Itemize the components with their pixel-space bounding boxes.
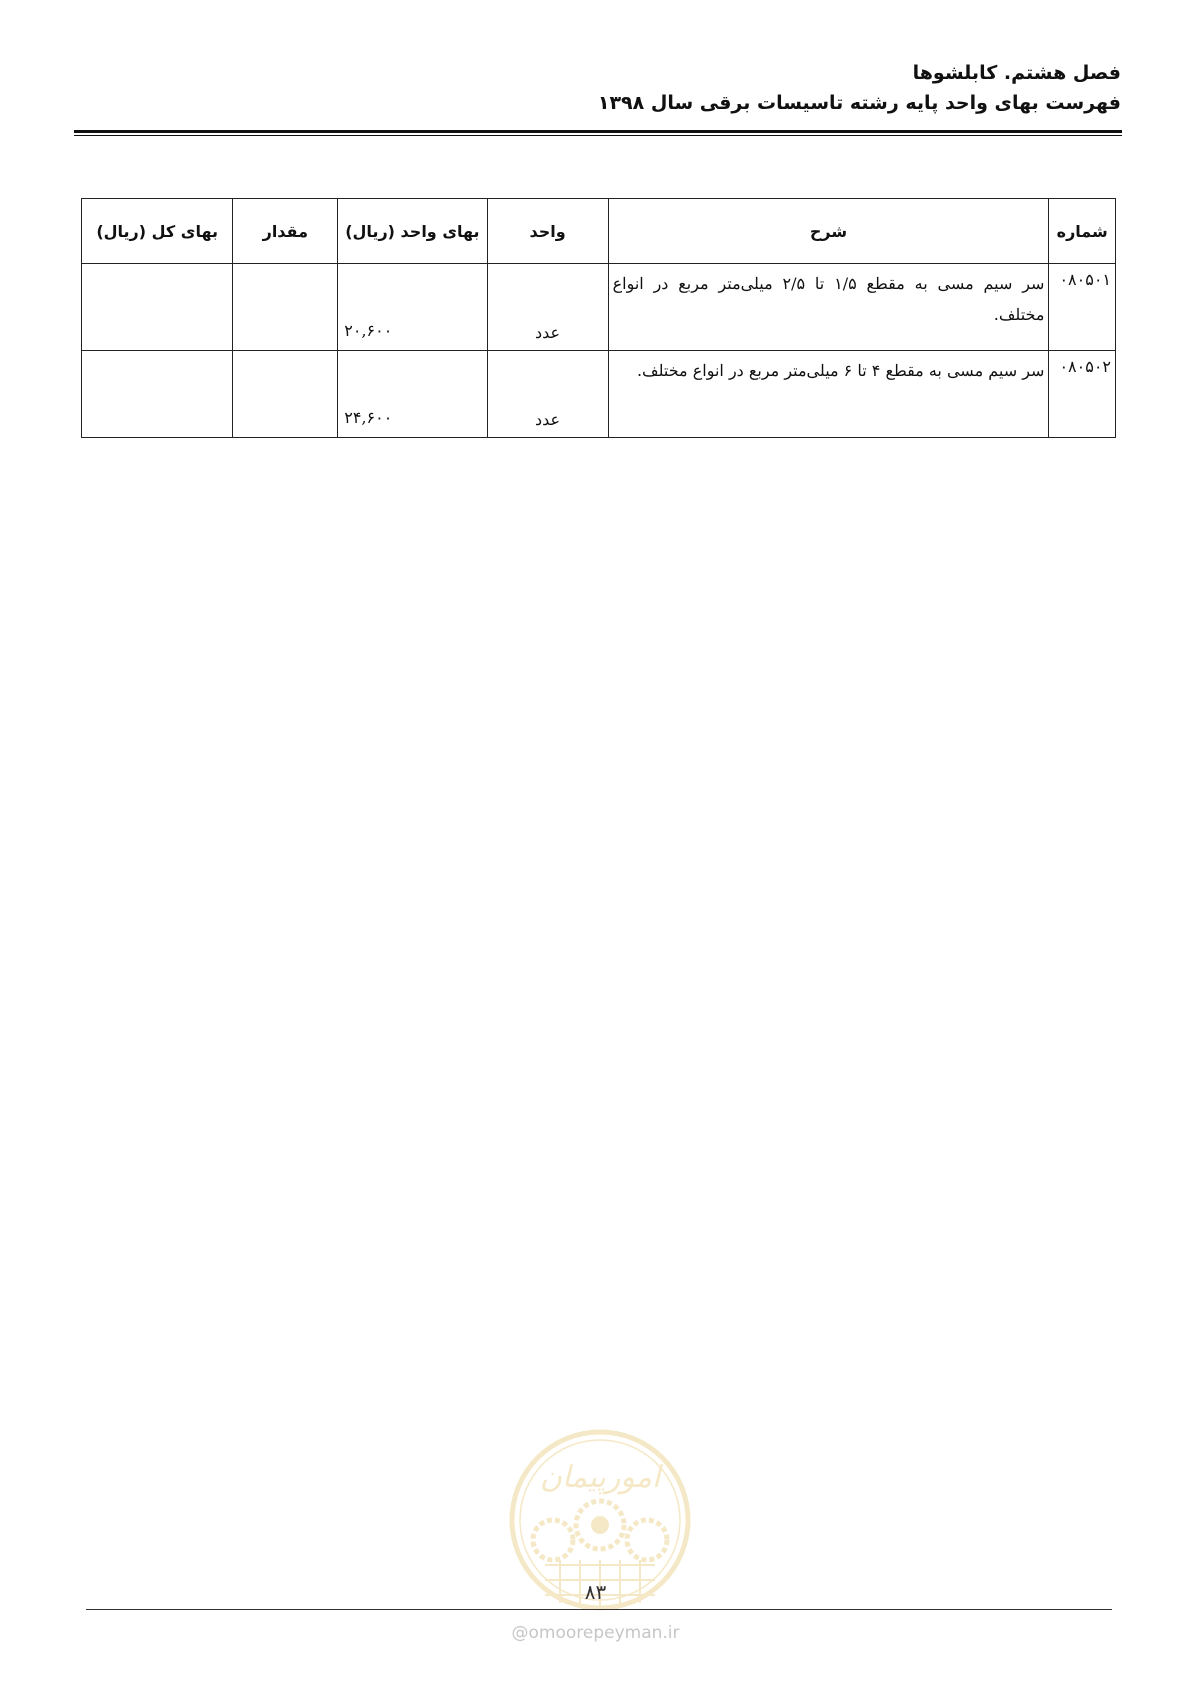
column-header-quantity: مقدار <box>233 199 338 264</box>
item-unit-price: ۲۴,۶۰۰ <box>338 351 487 438</box>
item-quantity <box>233 351 338 438</box>
table-row <box>82 264 1116 351</box>
page-number: ۸۳ <box>584 1580 607 1604</box>
watermark-text: امورپیمان <box>539 1460 661 1495</box>
header-rule-thick <box>74 130 1122 133</box>
column-header-total: بهای کل (ریال) <box>82 199 233 264</box>
column-header-description: شرح <box>608 199 1049 264</box>
column-header-code: شماره <box>1049 199 1116 264</box>
item-total <box>82 351 233 438</box>
item-code: ۰۸۰۵۰۱ <box>1049 264 1116 351</box>
price-table <box>81 198 1116 438</box>
item-quantity <box>233 264 338 351</box>
watermark-site: @omoorepeyman.ir <box>511 1623 680 1643</box>
chapter-title: فصل هشتم. کابلشوها <box>912 62 1121 84</box>
item-total <box>82 264 233 351</box>
item-description: سر سیم مسی به مقطع ۱/۵ تا ۲/۵ میلی‌متر مربع در انواع مختلف. <box>608 264 1049 351</box>
document-title: فهرست بهای واحد پایه رشته تاسیسات برقی سال ۱۳۹۸ <box>597 92 1121 114</box>
column-header-unit: واحد <box>487 199 608 264</box>
header-rule-thin <box>74 135 1122 136</box>
footer-rule <box>86 1609 1112 1610</box>
table-row <box>82 351 1116 438</box>
item-unit: عدد <box>487 264 608 351</box>
page-header <box>598 58 1121 118</box>
table-header-row <box>82 199 1116 264</box>
item-unit: عدد <box>487 351 608 438</box>
item-unit-price: ۲۰,۶۰۰ <box>338 264 487 351</box>
item-code: ۰۸۰۵۰۲ <box>1049 351 1116 438</box>
item-description: سر سیم مسی به مقطع ۴ تا ۶ میلی‌متر مربع در انواع مختلف. <box>608 351 1049 438</box>
column-header-unit-price: بهای واحد (ریال) <box>338 199 487 264</box>
